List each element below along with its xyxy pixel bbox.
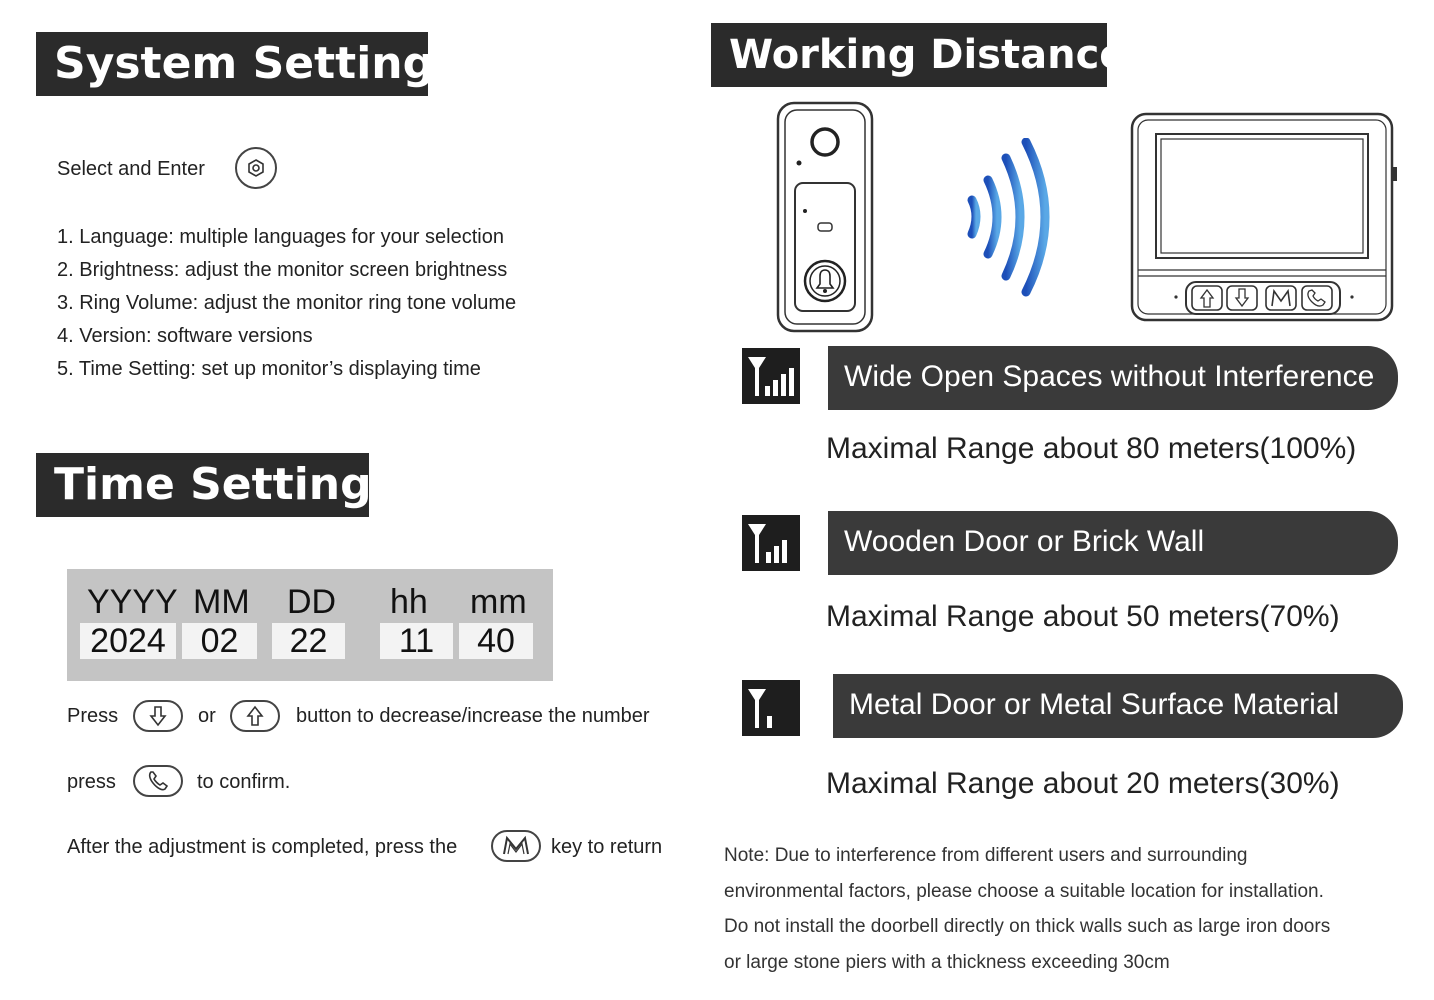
menu-m-icon: [499, 834, 533, 858]
monitor-illustration: [1130, 112, 1398, 324]
list-item: 4. Version: software versions: [57, 325, 313, 347]
monitor-icon: [1130, 112, 1398, 324]
or-label: or: [198, 705, 216, 727]
day-value[interactable]: 22: [272, 623, 345, 659]
month-label: MM: [193, 583, 250, 621]
return-text: key to return: [551, 836, 663, 858]
note-line: environmental factors, please choose a suitable location for installation.: [724, 880, 1324, 902]
system-setting-list: [57, 225, 516, 390]
hour-label: hh: [390, 583, 428, 621]
list-item: 5. Time Setting: set up monitor’s displaying time: [57, 358, 481, 380]
menu-button[interactable]: [491, 830, 541, 862]
note-line: Note: Due to interference from different users and surrounding: [724, 845, 1248, 866]
minute-label: mm: [470, 583, 527, 621]
adjust-instruction: button to decrease/increase the number: [296, 705, 650, 727]
signal-weak-badge: [742, 680, 800, 736]
list-item: 1. Language: multiple languages for your selection: [57, 226, 504, 248]
system-setting-title: System Setting: [36, 32, 428, 96]
installation-note: [724, 838, 1330, 980]
level-weak-label: Metal Door or Metal Surface Material: [833, 674, 1403, 738]
level-medium-label: Wooden Door or Brick Wall: [828, 511, 1398, 575]
note-line: or large stone piers with a thickness exceeding 30cm: [724, 951, 1170, 973]
down-arrow-icon: [147, 704, 169, 728]
month-value[interactable]: 02: [182, 623, 257, 659]
wireless-waves: [962, 138, 1066, 298]
press2-label: press: [67, 771, 116, 793]
list-item: 3. Ring Volume: adjust the monitor ring tone volume: [57, 292, 517, 314]
level-medium-range: Maximal Range about 50 meters(70%): [826, 600, 1340, 633]
up-arrow-icon: [244, 704, 266, 728]
after-adjustment-text: After the adjustment is completed, press the: [67, 836, 458, 858]
year-label: YYYY: [87, 583, 178, 621]
doorbell-illustration: [776, 101, 874, 333]
day-label: DD: [287, 583, 337, 621]
gear-icon: [237, 149, 275, 187]
press-label: Press: [67, 705, 119, 727]
wifi-signal-icon: [962, 138, 1066, 298]
signal-strong-icon: [742, 348, 800, 404]
note-line: Do not install the doorbell directly on thick walls such as large iron doors: [724, 916, 1331, 937]
time-panel: [67, 569, 553, 681]
level-strong-label: Wide Open Spaces without Interference: [828, 346, 1398, 410]
hour-value[interactable]: 11: [380, 623, 453, 659]
confirm-label: to confirm.: [197, 771, 291, 793]
signal-strong-badge: [742, 348, 800, 404]
doorbell-icon: [776, 101, 874, 333]
select-enter-label: Select and Enter: [57, 158, 205, 180]
signal-medium-badge: [742, 515, 800, 571]
time-setting-title: Time Setting: [36, 453, 369, 517]
down-button[interactable]: [133, 700, 183, 732]
level-strong-range: Maximal Range about 80 meters(100%): [826, 432, 1357, 465]
signal-medium-icon: [742, 515, 800, 571]
working-distance-title: Working Distance: [711, 23, 1107, 87]
up-button[interactable]: [230, 700, 280, 732]
phone-icon: [145, 768, 171, 794]
level-weak-range: Maximal Range about 20 meters(30%): [826, 767, 1340, 800]
minute-value[interactable]: 40: [459, 623, 533, 659]
list-item: 2. Brightness: adjust the monitor screen brightness: [57, 259, 508, 281]
signal-weak-icon: [742, 680, 800, 736]
confirm-button[interactable]: [133, 765, 183, 797]
settings-button[interactable]: [235, 147, 277, 189]
year-value[interactable]: 2024: [80, 623, 176, 659]
